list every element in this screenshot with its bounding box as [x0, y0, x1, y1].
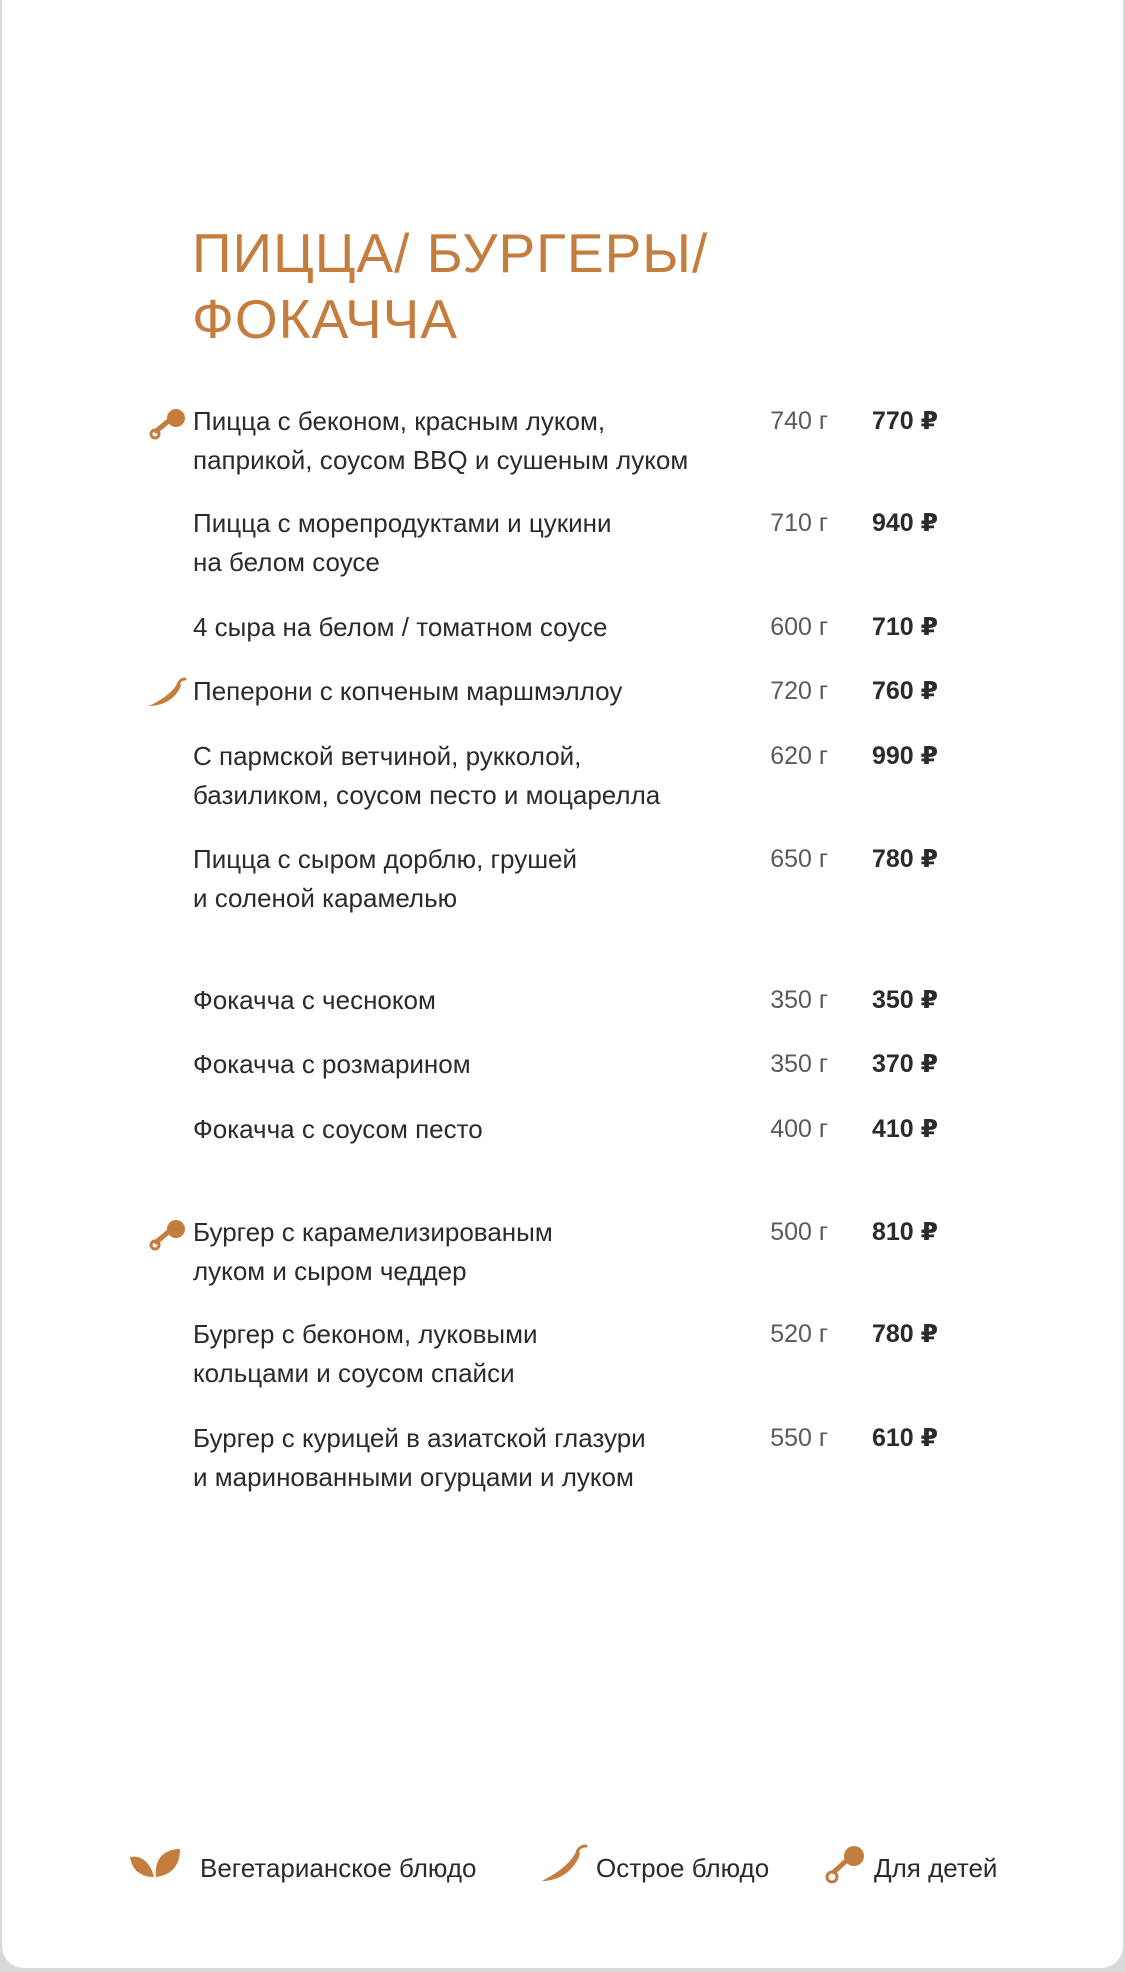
menu-item: [2, 1315, 1123, 1395]
item-weight: 740 г: [770, 407, 828, 435]
item-weight: 500 г: [770, 1218, 828, 1246]
item-name-line-2: базиликом, соусом песто и моцарелла: [193, 780, 661, 810]
item-price: 760 ₽: [871, 677, 938, 705]
item-weight: 400 г: [770, 1115, 828, 1143]
item-name: [193, 840, 753, 918]
item-name: [193, 737, 753, 815]
item-name: [193, 1213, 753, 1291]
item-name: [193, 1419, 753, 1497]
item-name-line-1: С пармской ветчиной, рукколой,: [193, 741, 582, 771]
menu-page: [2, 0, 1123, 1968]
item-name: [193, 402, 753, 480]
item-name-line-1: Бургер с беконом, луковыми: [193, 1319, 538, 1349]
item-name-line-1: Фокачча с соусом песто: [193, 1114, 483, 1144]
item-price: 350 ₽: [871, 986, 938, 1014]
item-price: 710 ₽: [871, 613, 938, 641]
menu-item: [2, 1419, 1123, 1499]
item-price: 990 ₽: [871, 742, 938, 770]
chili-pepper-icon: [147, 676, 189, 710]
item-name-line-1: Пицца с сыром дорблю, грушей: [193, 844, 578, 874]
legend-spicy: [540, 1843, 790, 1893]
chili-pepper-icon: [540, 1843, 590, 1885]
leaf-icon: [128, 1843, 182, 1883]
item-weight: 720 г: [770, 677, 828, 705]
item-weight: 350 г: [770, 986, 828, 1014]
item-name-line-1: Фокачча с розмарином: [193, 1049, 471, 1079]
item-weight: 650 г: [770, 845, 828, 873]
item-price: 810 ₽: [871, 1218, 938, 1246]
item-name: [193, 672, 753, 711]
item-weight: 520 г: [770, 1320, 828, 1348]
item-price: 610 ₽: [871, 1424, 938, 1452]
item-name: [193, 1315, 753, 1393]
legend-vegetarian-label: Вегетарианское блюдо: [200, 1853, 477, 1883]
item-name: [193, 1045, 753, 1084]
item-price: 770 ₽: [871, 407, 938, 435]
item-name-line-2: кольцами и соусом спайси: [193, 1358, 515, 1388]
item-name: [193, 608, 753, 647]
item-name-line-2: и соленой карамелью: [193, 883, 458, 913]
menu-item: [2, 1110, 1123, 1190]
page-title-line-1: ПИЦЦА/ БУРГЕРЫ/: [192, 222, 709, 284]
page-title-line-2: ФОКАЧЧА: [192, 288, 459, 350]
kids-rattle-icon: [147, 1217, 189, 1251]
item-weight: 550 г: [770, 1424, 828, 1452]
legend-kids-label: Для детей: [874, 1853, 998, 1883]
legend-spicy-label: Острое блюдо: [596, 1853, 770, 1883]
kids-rattle-icon: [824, 1843, 868, 1885]
item-name-line-1: 4 сыра на белом / томатном соусе: [193, 612, 608, 642]
item-name: [193, 981, 753, 1020]
item-name-line-2: на белом соусе: [193, 547, 380, 577]
item-name-line-1: Бургер с курицей в азиатской глазури: [193, 1423, 646, 1453]
legend-vegetarian: [128, 1843, 498, 1893]
item-name-line-2: и маринованными огурцами и луком: [193, 1462, 634, 1492]
item-name: [193, 1110, 753, 1149]
item-name: [193, 504, 753, 582]
item-price: 780 ₽: [871, 1320, 938, 1348]
item-name-line-1: Пицца с беконом, красным луком,: [193, 406, 606, 436]
menu-item: [2, 504, 1123, 584]
kids-rattle-icon: [147, 406, 189, 440]
item-name-line-1: Фокачча с чесноком: [193, 985, 436, 1015]
menu-item: [2, 1213, 1123, 1293]
item-name-line-2: паприкой, соусом BBQ и сушеным луком: [193, 445, 689, 475]
item-price: 410 ₽: [871, 1115, 938, 1143]
page-title: [192, 220, 708, 352]
menu-item: [2, 840, 1123, 920]
legend-kids: [824, 1843, 1024, 1893]
item-weight: 350 г: [770, 1050, 828, 1078]
menu-item: [2, 402, 1123, 482]
item-name-line-1: Пеперони с копченым маршмэллоу: [193, 676, 623, 706]
item-weight: 600 г: [770, 613, 828, 641]
item-name-line-1: Бургер с карамелизированым: [193, 1217, 553, 1247]
item-weight: 710 г: [770, 509, 828, 537]
item-name-line-2: луком и сыром чеддер: [193, 1256, 467, 1286]
item-name-line-1: Пицца с морепродуктами и цукини: [193, 508, 612, 538]
item-weight: 620 г: [770, 742, 828, 770]
item-price: 780 ₽: [871, 845, 938, 873]
menu-item: [2, 737, 1123, 817]
item-price: 940 ₽: [871, 509, 938, 537]
item-price: 370 ₽: [871, 1050, 938, 1078]
